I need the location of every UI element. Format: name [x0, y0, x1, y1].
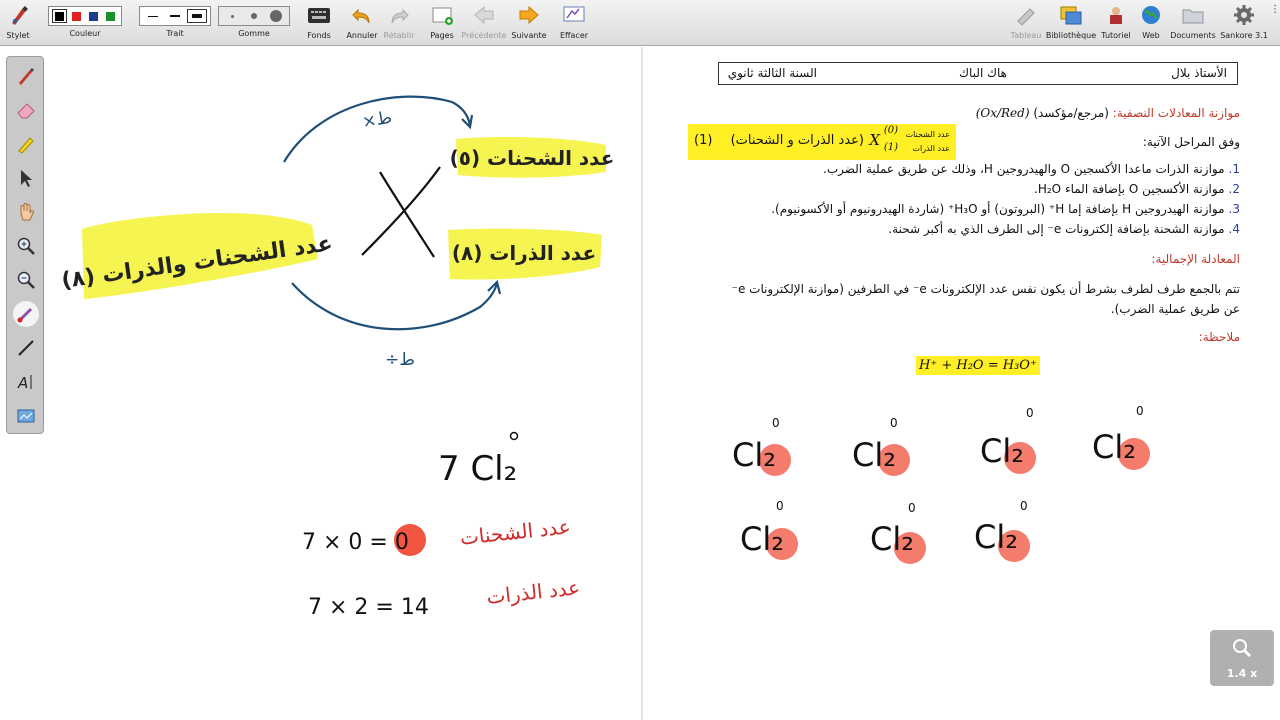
- svg-text:0: 0: [890, 416, 898, 430]
- color-group: Couleur: [40, 2, 130, 44]
- stylet-button[interactable]: Stylet: [4, 2, 32, 44]
- section-title: موازنة المعادلات النصفية: (مرجع/مؤكسد) (Ox/Red): [975, 106, 1240, 120]
- pages-icon: [429, 2, 455, 28]
- svg-text:Cl₂: Cl₂: [732, 436, 777, 474]
- steps-intro: وفق المراحل الآتية:: [1142, 135, 1240, 149]
- sankore-menu-button[interactable]: Sankore 3.1: [1219, 2, 1269, 44]
- calc-charges: 7 × 0 = 0: [302, 530, 409, 555]
- stroke-medium[interactable]: [165, 9, 185, 23]
- svg-text:Cl₂: Cl₂: [1092, 428, 1137, 466]
- gear-icon: [1231, 2, 1257, 28]
- documents-button[interactable]: Documents: [1170, 2, 1216, 44]
- svg-text:0: 0: [772, 416, 780, 430]
- cl2-molecule-4: [1092, 404, 1150, 470]
- board-icon: [1013, 2, 1039, 28]
- zoom-indicator[interactable]: [1210, 630, 1274, 686]
- eraser-medium[interactable]: [244, 9, 264, 23]
- tutorial-button[interactable]: Tutoriel: [1100, 2, 1132, 44]
- clear-board-icon: [561, 2, 587, 28]
- whiteboard-canvas[interactable]: [0, 47, 640, 720]
- document-header: [718, 62, 1238, 85]
- next-page-button[interactable]: Suivante: [510, 2, 548, 44]
- eraser-small[interactable]: [222, 9, 242, 23]
- cl2-molecule-2: [852, 416, 910, 476]
- bottom-arrow-label: ÷ط: [385, 350, 415, 370]
- cl2-molecule-3: [980, 406, 1036, 474]
- color-green-swatch[interactable]: [103, 9, 118, 23]
- svg-text:Cl₂: Cl₂: [870, 520, 915, 558]
- global-equation-title: المعادلة الإجمالية:: [1151, 252, 1240, 266]
- charges-label: عدد الشحنات (٥): [449, 146, 615, 170]
- stroke-palette: [139, 6, 211, 26]
- svg-text:0: 0: [776, 499, 784, 513]
- lesson-document: [650, 56, 1250, 456]
- clear-button[interactable]: Effacer: [558, 2, 590, 44]
- svg-text:0: 0: [1026, 406, 1034, 420]
- pen-icon: [5, 2, 31, 28]
- step-item: 1.موازنة الذرات ماعدا الأكسجين O والهيدروجين H، وذلك عن طريق عملية الضرب.: [823, 162, 1240, 176]
- toolbar-overflow-icon[interactable]: ⋮: [1270, 4, 1280, 15]
- cl2-molecule-5: [740, 499, 798, 560]
- background-button[interactable]: Fonds: [304, 2, 334, 44]
- svg-text:0: 0: [908, 501, 916, 515]
- previous-page-button[interactable]: Précédente: [461, 2, 507, 44]
- redo-icon: [386, 2, 412, 28]
- formula-7cl2: 7 Cl₂: [438, 449, 518, 489]
- svg-text:Cl₂: Cl₂: [740, 520, 785, 558]
- total-label: عدد الشحنات والذرات (٨): [59, 231, 335, 294]
- keyboard-icon: [306, 2, 332, 28]
- steps-list: [771, 162, 1240, 242]
- stroke-thin[interactable]: [143, 9, 163, 23]
- global-equation-line-2: عن طريق عملية الضرب).: [1110, 302, 1240, 316]
- undo-button[interactable]: Annuler: [345, 2, 379, 44]
- folder-icon: [1180, 2, 1206, 28]
- magnifier-icon: [1231, 637, 1253, 659]
- bottom-arrow: [292, 283, 497, 329]
- svg-text:0: 0: [1020, 499, 1028, 513]
- calc-atoms: 7 × 2 = 14: [308, 595, 429, 620]
- web-button[interactable]: Web: [1137, 2, 1165, 44]
- eraser-palette: [218, 6, 290, 26]
- globe-icon: [1138, 2, 1164, 28]
- undo-icon: [349, 2, 375, 28]
- svg-text:Cl₂: Cl₂: [852, 436, 897, 474]
- tutorial-icon: [1103, 2, 1129, 28]
- arrow-right-icon: [516, 2, 542, 28]
- library-icon: [1058, 2, 1084, 28]
- global-equation-line-1: تتم بالجمع طرف لطرف بشرط أن يكون نفس عدد الإلكترونات e⁻ في الطرفين (موازنة الإلكترونات e⁻: [731, 282, 1240, 296]
- atoms-label: عدد الذرات (٨): [451, 241, 597, 265]
- svg-text:A: A: [18, 374, 29, 392]
- board-button[interactable]: Tableau: [1010, 2, 1042, 44]
- calc-atoms-word: عدد الذرات: [485, 575, 582, 609]
- library-button[interactable]: Bibliothèque: [1046, 2, 1096, 44]
- redo-button[interactable]: Rétablir: [381, 2, 417, 44]
- water-equation: H⁺ + H₂O = H₃O⁺: [916, 356, 1040, 375]
- color-red-swatch[interactable]: [69, 9, 84, 23]
- molecule-annotations: [720, 400, 1180, 575]
- eraser-large[interactable]: [266, 9, 286, 23]
- svg-text:Cl₂: Cl₂: [974, 518, 1019, 556]
- cl2-molecule-1: [732, 416, 791, 476]
- teacher-name: الأستاذ بلال: [1171, 66, 1227, 80]
- channel-name: هاك الباك: [959, 66, 1007, 80]
- step-item: 4.موازنة الشحنة بإضافة إلكترونات e⁻ إلى الطرف الذي به أكبر شحنة.: [888, 222, 1240, 236]
- step-item: 3.موازنة الهيدروجين H بإضافة إما H⁺ (البروتون) أو H₃O⁺ (شاردة الهيدرونيوم أو الأكسونيوم).: [771, 202, 1240, 216]
- arrow-left-icon: [471, 2, 497, 28]
- color-black-swatch[interactable]: [52, 9, 67, 23]
- stroke-group: Trait: [141, 2, 209, 44]
- color-blue-swatch[interactable]: [86, 9, 101, 23]
- step-item: 2.موازنة الأكسجين O بإضافة الماء H₂O.: [1034, 182, 1240, 196]
- highlight-formula: عدد الشحنات عدد الذرات (0) (1) X (عدد الذرات و الشحنات) (1): [688, 124, 956, 160]
- top-arrow-label: ×ط: [360, 107, 394, 133]
- formula-charge-mark: [511, 433, 518, 440]
- svg-text:0: 0: [1136, 404, 1144, 418]
- calc-charges-word: عدد الشحنات: [458, 514, 572, 550]
- pages-button[interactable]: Pages: [427, 2, 457, 44]
- note-title: ملاحظة:: [1198, 330, 1240, 344]
- cl2-molecule-6: [870, 501, 926, 564]
- page-divider: [641, 47, 643, 720]
- main-toolbar: [0, 0, 1280, 46]
- eraser-group: Gomme: [220, 2, 288, 44]
- stroke-thick[interactable]: [187, 9, 207, 23]
- cross-stroke-2: [362, 167, 440, 255]
- cl2-molecule-7: [974, 499, 1030, 562]
- zoom-level: 1.4 x: [1226, 666, 1258, 680]
- color-palette: [48, 6, 122, 26]
- school-level: السنة الثالثة ثانوي: [727, 66, 817, 80]
- svg-text:Cl₂: Cl₂: [980, 432, 1025, 470]
